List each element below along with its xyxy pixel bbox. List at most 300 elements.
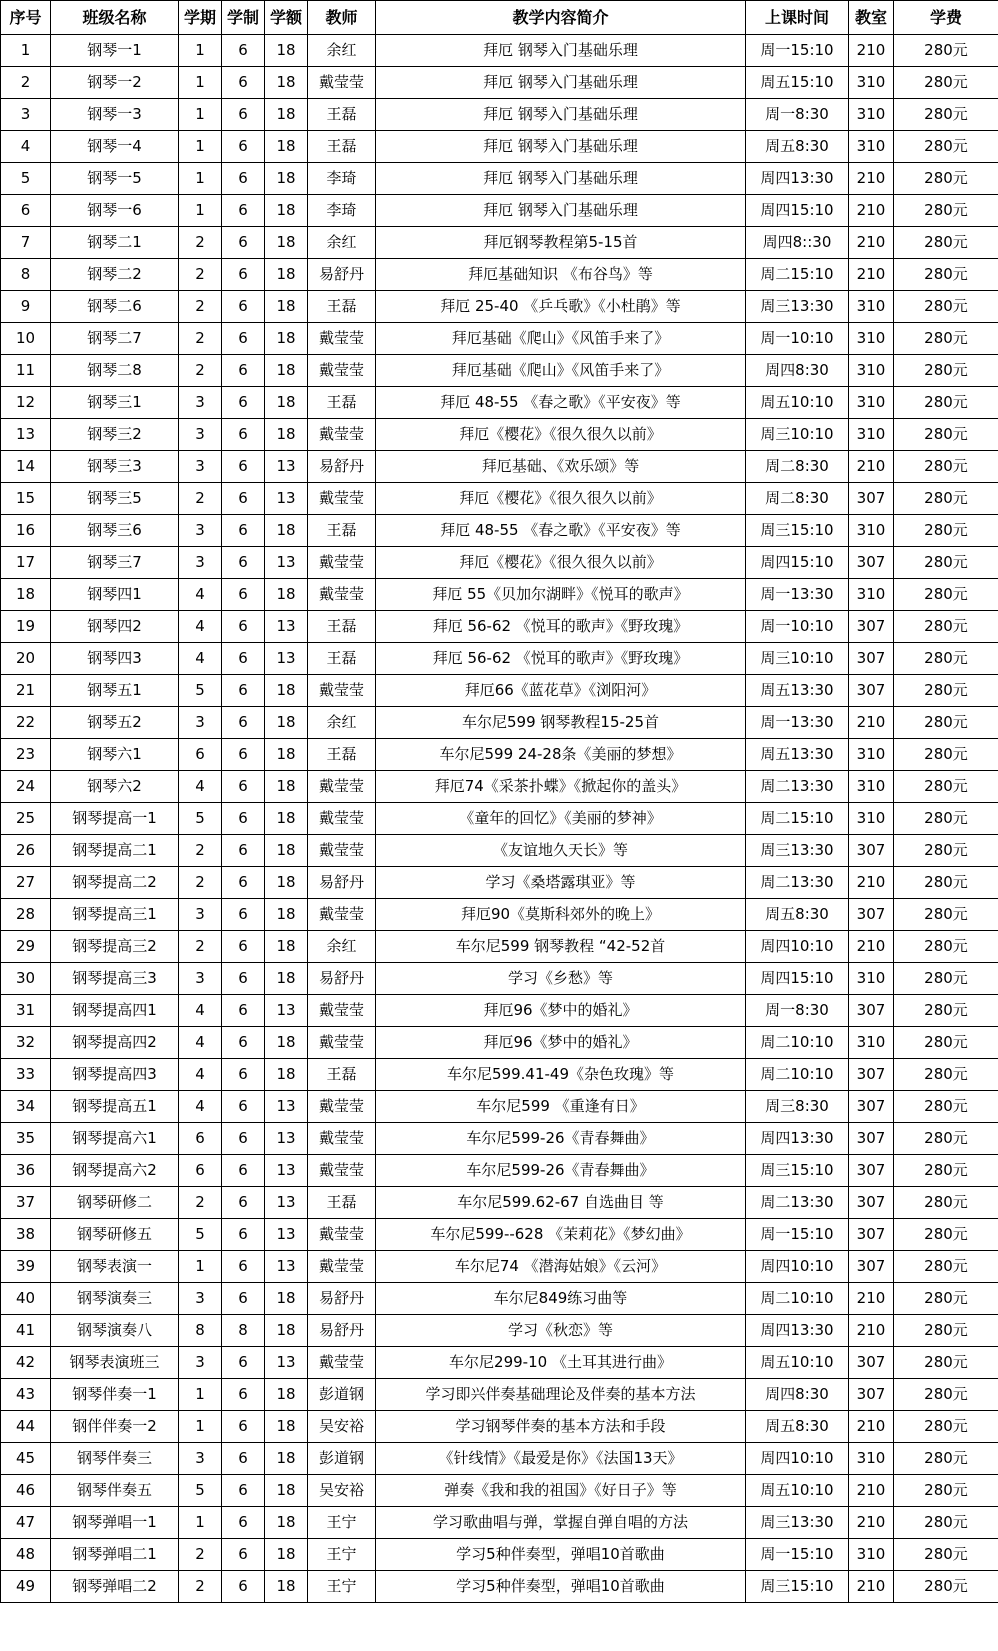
table-row [1,995,998,1027]
term-cell: 4 [179,771,222,803]
content-cell: 车尔尼599 钢琴教程15-25首 [376,707,746,739]
fee-cell: 280元 [894,1411,998,1443]
content-cell: 拜厄 钢琴入门基础乐理 [376,99,746,131]
content-cell: 拜厄 钢琴入门基础乐理 [376,163,746,195]
capacity-cell: 18 [265,803,308,835]
term-cell: 4 [179,643,222,675]
table-row [1,771,998,803]
class-name-cell: 钢琴六1 [51,739,179,771]
content-cell: 学习歌曲唱与弹，掌握自弹自唱的方法 [376,1507,746,1539]
teacher-cell: 戴莹莹 [308,67,376,99]
fee-cell: 280元 [894,227,998,259]
duration-cell: 6 [222,131,265,163]
class-name-cell: 钢琴研修二 [51,1187,179,1219]
time-cell: 周一15:10 [746,35,849,67]
classroom-cell: 310 [849,99,894,131]
term-cell: 1 [179,1507,222,1539]
teacher-cell: 余红 [308,35,376,67]
content-cell: 拜厄96《梦中的婚礼》 [376,1027,746,1059]
fee-cell: 280元 [894,547,998,579]
header-index: 序号 [1,1,51,35]
time-cell: 周五10:10 [746,387,849,419]
fee-cell: 280元 [894,1507,998,1539]
time-cell: 周一15:10 [746,1539,849,1571]
teacher-cell: 吴安裕 [308,1475,376,1507]
capacity-cell: 18 [265,355,308,387]
fee-cell: 280元 [894,387,998,419]
fee-cell: 280元 [894,1571,998,1603]
index-cell: 15 [1,483,51,515]
content-cell: 《针线情》《最爱是你》《法国13天》 [376,1443,746,1475]
class-name-cell: 钢琴三7 [51,547,179,579]
capacity-cell: 18 [265,35,308,67]
classroom-cell: 310 [849,579,894,611]
time-cell: 周二10:10 [746,1027,849,1059]
classroom-cell: 210 [849,451,894,483]
capacity-cell: 18 [265,1507,308,1539]
content-cell: 拜厄《樱花》《很久很久以前》 [376,547,746,579]
table-row [1,451,998,483]
term-cell: 3 [179,707,222,739]
class-name-cell: 钢琴四2 [51,611,179,643]
content-cell: 拜厄 钢琴入门基础乐理 [376,131,746,163]
class-name-cell: 钢琴六2 [51,771,179,803]
index-cell: 14 [1,451,51,483]
table-row [1,1443,998,1475]
time-cell: 周五10:10 [746,1475,849,1507]
capacity-cell: 18 [265,323,308,355]
content-cell: 拜厄 钢琴入门基础乐理 [376,67,746,99]
index-cell: 27 [1,867,51,899]
classroom-cell: 307 [849,1187,894,1219]
fee-cell: 280元 [894,835,998,867]
teacher-cell: 李琦 [308,163,376,195]
table-row [1,1539,998,1571]
content-cell: 拜厄 钢琴入门基础乐理 [376,35,746,67]
classroom-cell: 307 [849,835,894,867]
time-cell: 周一8:30 [746,995,849,1027]
term-cell: 2 [179,1571,222,1603]
teacher-cell: 王磊 [308,291,376,323]
classroom-cell: 307 [849,483,894,515]
table-row [1,579,998,611]
class-name-cell: 钢琴提高四3 [51,1059,179,1091]
duration-cell: 6 [222,1091,265,1123]
index-cell: 29 [1,931,51,963]
classroom-cell: 307 [849,643,894,675]
table-row [1,611,998,643]
content-cell: 车尔尼599 钢琴教程 “42-52首 [376,931,746,963]
classroom-cell: 307 [849,1123,894,1155]
capacity-cell: 18 [265,1379,308,1411]
content-cell: 拜厄 56-62 《悦耳的歌声》《野玫瑰》 [376,643,746,675]
fee-cell: 280元 [894,1315,998,1347]
table-row [1,1347,998,1379]
teacher-cell: 戴莹莹 [308,1123,376,1155]
capacity-cell: 13 [265,995,308,1027]
classroom-cell: 210 [849,195,894,227]
fee-cell: 280元 [894,867,998,899]
duration-cell: 6 [222,1187,265,1219]
classroom-cell: 310 [849,771,894,803]
term-cell: 4 [179,1091,222,1123]
capacity-cell: 13 [265,1123,308,1155]
index-cell: 11 [1,355,51,387]
classroom-cell: 310 [849,1539,894,1571]
term-cell: 1 [179,1251,222,1283]
teacher-cell: 王磊 [308,99,376,131]
content-cell: 拜厄《樱花》《很久很久以前》 [376,419,746,451]
duration-cell: 6 [222,1059,265,1091]
classroom-cell: 307 [849,995,894,1027]
classroom-cell: 210 [849,931,894,963]
index-cell: 37 [1,1187,51,1219]
content-cell: 学习即兴伴奏基础理论及伴奏的基本方法 [376,1379,746,1411]
content-cell: 拜厄基础《爬山》《风笛手来了》 [376,355,746,387]
teacher-cell: 戴莹莹 [308,579,376,611]
classroom-cell: 307 [849,1059,894,1091]
class-name-cell: 钢琴提高四1 [51,995,179,1027]
teacher-cell: 易舒丹 [308,963,376,995]
content-cell: 拜厄 48-55 《春之歌》《平安夜》等 [376,515,746,547]
class-name-cell: 钢琴一3 [51,99,179,131]
classroom-cell: 310 [849,387,894,419]
duration-cell: 6 [222,451,265,483]
time-cell: 周一13:30 [746,707,849,739]
content-cell: 车尔尼599 24-28条《美丽的梦想》 [376,739,746,771]
content-cell: 拜厄 48-55 《春之歌》《平安夜》等 [376,387,746,419]
teacher-cell: 王磊 [308,739,376,771]
index-cell: 39 [1,1251,51,1283]
header-term: 学期 [179,1,222,35]
fee-cell: 280元 [894,899,998,931]
capacity-cell: 18 [265,931,308,963]
fee-cell: 280元 [894,1283,998,1315]
content-cell: 拜厄 55《贝加尔湖畔》《悦耳的歌声》 [376,579,746,611]
term-cell: 2 [179,835,222,867]
content-cell: 拜厄 25-40 《乒乓歌》《小杜鹃》等 [376,291,746,323]
term-cell: 3 [179,1443,222,1475]
term-cell: 3 [179,387,222,419]
class-name-cell: 钢琴五2 [51,707,179,739]
index-cell: 23 [1,739,51,771]
fee-cell: 280元 [894,35,998,67]
table-row [1,1283,998,1315]
duration-cell: 6 [222,67,265,99]
duration-cell: 6 [222,419,265,451]
capacity-cell: 13 [265,1251,308,1283]
capacity-cell: 18 [265,1059,308,1091]
duration-cell: 6 [222,227,265,259]
time-cell: 周五8:30 [746,1411,849,1443]
index-cell: 31 [1,995,51,1027]
teacher-cell: 戴莹莹 [308,1091,376,1123]
term-cell: 6 [179,1155,222,1187]
capacity-cell: 13 [265,1187,308,1219]
duration-cell: 6 [222,771,265,803]
content-cell: 车尔尼849练习曲等 [376,1283,746,1315]
table-row [1,163,998,195]
time-cell: 周一15:10 [746,1219,849,1251]
index-cell: 18 [1,579,51,611]
content-cell: 学习5种伴奏型，弹唱10首歌曲 [376,1539,746,1571]
teacher-cell: 戴莹莹 [308,1155,376,1187]
class-name-cell: 钢琴四1 [51,579,179,611]
content-cell: 《友谊地久天长》等 [376,835,746,867]
class-name-cell: 钢琴提高二2 [51,867,179,899]
teacher-cell: 王磊 [308,1187,376,1219]
table-row [1,931,998,963]
table-row [1,1155,998,1187]
time-cell: 周五13:30 [746,675,849,707]
fee-cell: 280元 [894,931,998,963]
duration-cell: 6 [222,163,265,195]
time-cell: 周四8::30 [746,227,849,259]
class-name-cell: 钢琴一1 [51,35,179,67]
term-cell: 6 [179,1123,222,1155]
duration-cell: 6 [222,259,265,291]
class-name-cell: 钢琴二2 [51,259,179,291]
term-cell: 2 [179,323,222,355]
index-cell: 4 [1,131,51,163]
capacity-cell: 18 [265,1475,308,1507]
fee-cell: 280元 [894,355,998,387]
time-cell: 周二8:30 [746,483,849,515]
teacher-cell: 余红 [308,931,376,963]
class-name-cell: 钢琴提高一1 [51,803,179,835]
teacher-cell: 戴莹莹 [308,547,376,579]
index-cell: 22 [1,707,51,739]
fee-cell: 280元 [894,67,998,99]
term-cell: 1 [179,67,222,99]
class-name-cell: 钢琴三3 [51,451,179,483]
content-cell: 车尔尼599 《重逢有日》 [376,1091,746,1123]
capacity-cell: 13 [265,1219,308,1251]
index-cell: 5 [1,163,51,195]
term-cell: 3 [179,547,222,579]
duration-cell: 6 [222,355,265,387]
fee-cell: 280元 [894,707,998,739]
duration-cell: 6 [222,1123,265,1155]
time-cell: 周二13:30 [746,771,849,803]
capacity-cell: 18 [265,675,308,707]
term-cell: 1 [179,99,222,131]
class-name-cell: 钢琴提高二1 [51,835,179,867]
index-cell: 10 [1,323,51,355]
time-cell: 周三10:10 [746,643,849,675]
class-name-cell: 钢琴提高三2 [51,931,179,963]
content-cell: 车尔尼599--628 《茉莉花》《梦幻曲》 [376,1219,746,1251]
class-name-cell: 钢琴三6 [51,515,179,547]
term-cell: 1 [179,1379,222,1411]
teacher-cell: 戴莹莹 [308,355,376,387]
table-row [1,1411,998,1443]
fee-cell: 280元 [894,451,998,483]
fee-cell: 280元 [894,771,998,803]
teacher-cell: 彭道钢 [308,1443,376,1475]
teacher-cell: 易舒丹 [308,1315,376,1347]
teacher-cell: 王宁 [308,1507,376,1539]
capacity-cell: 18 [265,739,308,771]
class-name-cell: 钢琴演奏八 [51,1315,179,1347]
class-name-cell: 钢琴一5 [51,163,179,195]
capacity-cell: 18 [265,1411,308,1443]
teacher-cell: 吴安裕 [308,1411,376,1443]
classroom-cell: 210 [849,707,894,739]
term-cell: 4 [179,1027,222,1059]
fee-cell: 280元 [894,515,998,547]
classroom-cell: 307 [849,1155,894,1187]
table-row [1,483,998,515]
table-row [1,867,998,899]
content-cell: 拜厄74《采茶扑蝶》《掀起你的盖头》 [376,771,746,803]
table-row [1,323,998,355]
table-row [1,99,998,131]
term-cell: 2 [179,1539,222,1571]
duration-cell: 6 [222,867,265,899]
teacher-cell: 王磊 [308,387,376,419]
time-cell: 周三13:30 [746,1507,849,1539]
index-cell: 28 [1,899,51,931]
term-cell: 4 [179,1059,222,1091]
class-name-cell: 钢琴提高三1 [51,899,179,931]
header-fee: 学费 [894,1,998,35]
index-cell: 7 [1,227,51,259]
content-cell: 拜厄 56-62 《悦耳的歌声》《野玫瑰》 [376,611,746,643]
duration-cell: 6 [222,323,265,355]
teacher-cell: 戴莹莹 [308,483,376,515]
table-row [1,515,998,547]
header-classroom: 教室 [849,1,894,35]
class-name-cell: 钢琴伴奏一1 [51,1379,179,1411]
table-row [1,1251,998,1283]
teacher-cell: 戴莹莹 [308,419,376,451]
table-row [1,419,998,451]
term-cell: 5 [179,675,222,707]
index-cell: 32 [1,1027,51,1059]
time-cell: 周五8:30 [746,899,849,931]
duration-cell: 6 [222,291,265,323]
table-row [1,355,998,387]
class-name-cell: 钢琴表演班三 [51,1347,179,1379]
time-cell: 周一8:30 [746,99,849,131]
classroom-cell: 310 [849,515,894,547]
term-cell: 2 [179,291,222,323]
duration-cell: 6 [222,1475,265,1507]
header-teacher: 教师 [308,1,376,35]
teacher-cell: 戴莹莹 [308,1219,376,1251]
term-cell: 2 [179,1187,222,1219]
index-cell: 44 [1,1411,51,1443]
duration-cell: 6 [222,963,265,995]
capacity-cell: 18 [265,899,308,931]
fee-cell: 280元 [894,1475,998,1507]
classroom-cell: 310 [849,803,894,835]
duration-cell: 6 [222,1155,265,1187]
table-row [1,35,998,67]
classroom-cell: 310 [849,131,894,163]
fee-cell: 280元 [894,1379,998,1411]
time-cell: 周一10:10 [746,611,849,643]
term-cell: 2 [179,355,222,387]
fee-cell: 280元 [894,99,998,131]
term-cell: 3 [179,1347,222,1379]
capacity-cell: 18 [265,1027,308,1059]
teacher-cell: 戴莹莹 [308,899,376,931]
content-cell: 车尔尼599.62-67 自选曲目 等 [376,1187,746,1219]
class-name-cell: 钢琴弹唱二1 [51,1539,179,1571]
time-cell: 周三8:30 [746,1091,849,1123]
teacher-cell: 彭道钢 [308,1379,376,1411]
fee-cell: 280元 [894,1539,998,1571]
classroom-cell: 310 [849,739,894,771]
classroom-cell: 307 [849,675,894,707]
fee-cell: 280元 [894,995,998,1027]
duration-cell: 6 [222,387,265,419]
fee-cell: 280元 [894,323,998,355]
index-cell: 33 [1,1059,51,1091]
table-row [1,1219,998,1251]
classroom-cell: 210 [849,1411,894,1443]
class-name-cell: 钢琴伴奏五 [51,1475,179,1507]
fee-cell: 280元 [894,195,998,227]
time-cell: 周二8:30 [746,451,849,483]
index-cell: 6 [1,195,51,227]
index-cell: 36 [1,1155,51,1187]
header-row [1,1,998,35]
teacher-cell: 戴莹莹 [308,771,376,803]
class-name-cell: 钢琴提高三3 [51,963,179,995]
index-cell: 3 [1,99,51,131]
capacity-cell: 18 [265,771,308,803]
table-row [1,803,998,835]
content-cell: 拜厄基础、《欢乐颂》等 [376,451,746,483]
teacher-cell: 王磊 [308,131,376,163]
content-cell: 拜厄基础《爬山》《风笛手来了》 [376,323,746,355]
fee-cell: 280元 [894,1219,998,1251]
class-name-cell: 钢伴伴奏一2 [51,1411,179,1443]
teacher-cell: 易舒丹 [308,867,376,899]
index-cell: 2 [1,67,51,99]
table-row [1,899,998,931]
class-name-cell: 钢琴提高六2 [51,1155,179,1187]
fee-cell: 280元 [894,675,998,707]
teacher-cell: 戴莹莹 [308,1027,376,1059]
content-cell: 拜厄96《梦中的婚礼》 [376,995,746,1027]
capacity-cell: 18 [265,67,308,99]
capacity-cell: 18 [265,579,308,611]
table-row [1,1027,998,1059]
time-cell: 周五8:30 [746,131,849,163]
fee-cell: 280元 [894,739,998,771]
index-cell: 48 [1,1539,51,1571]
content-cell: 车尔尼299-10 《土耳其进行曲》 [376,1347,746,1379]
time-cell: 周四15:10 [746,547,849,579]
teacher-cell: 易舒丹 [308,259,376,291]
classroom-cell: 307 [849,1251,894,1283]
time-cell: 周三10:10 [746,419,849,451]
classroom-cell: 310 [849,419,894,451]
table-row [1,1379,998,1411]
table-row [1,227,998,259]
capacity-cell: 18 [265,515,308,547]
time-cell: 周五15:10 [746,67,849,99]
table-row [1,643,998,675]
duration-cell: 6 [222,99,265,131]
index-cell: 20 [1,643,51,675]
term-cell: 2 [179,483,222,515]
index-cell: 38 [1,1219,51,1251]
